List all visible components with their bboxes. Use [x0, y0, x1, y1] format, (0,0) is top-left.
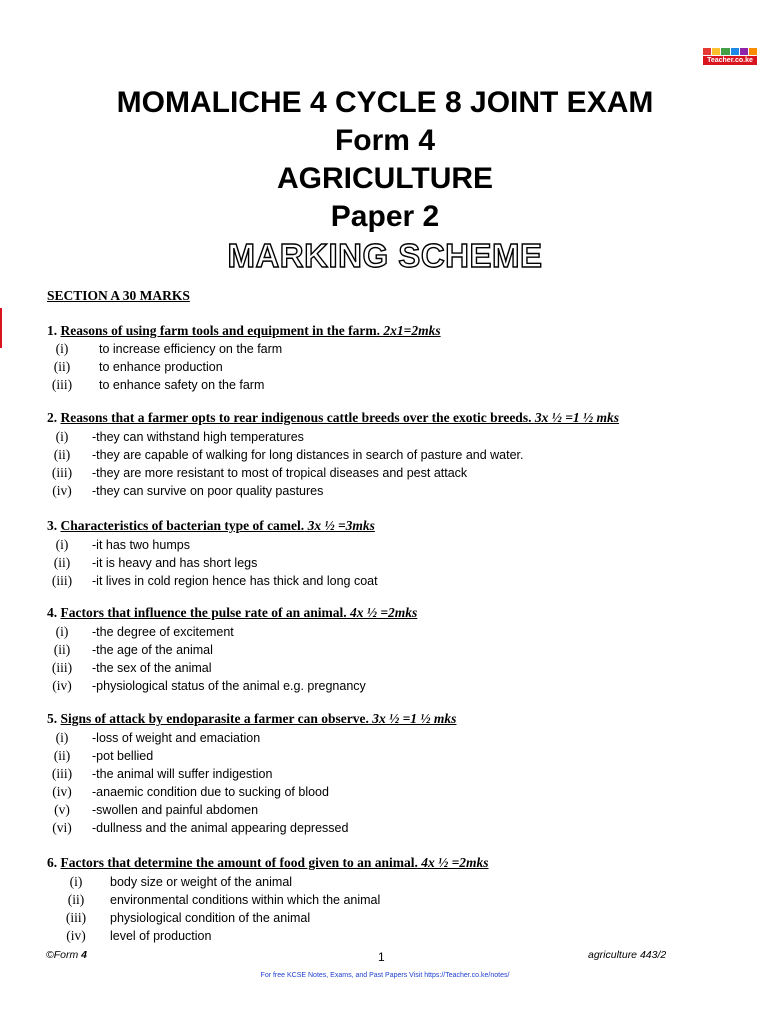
- question-1: [47, 323, 441, 339]
- item-text: -dullness and the animal appearing depressed: [92, 821, 349, 835]
- question-6: [47, 855, 489, 871]
- item-number: (i): [55, 429, 69, 444]
- item-number: (iii): [51, 573, 73, 588]
- item-text: -it lives in cold region hence has thick and long coat: [92, 574, 378, 588]
- question-4: [47, 605, 417, 621]
- logo-brand-text: Teacher.co.ke: [703, 56, 757, 65]
- question-number: 4.: [47, 605, 61, 620]
- item-text: -loss of weight and emaciation: [92, 731, 261, 745]
- item-text: -swollen and painful abdomen: [92, 803, 259, 817]
- question-text: Reasons of using farm tools and equipment in the farm.: [60, 323, 381, 338]
- item-text: -they are capable of walking for long distances in search of pasture and water.: [92, 448, 524, 462]
- item-text: body size or weight of the animal: [110, 875, 293, 889]
- question-text: Factors that influence the pulse rate of an animal.: [60, 605, 347, 620]
- item-number: (iv): [52, 784, 72, 799]
- item-text: -the degree of excitement: [92, 625, 234, 639]
- item-text: -the age of the animal: [92, 643, 213, 657]
- question-number: 1.: [47, 323, 61, 338]
- item-text: to increase efficiency on the farm: [99, 342, 283, 356]
- item-text: level of production: [110, 929, 212, 943]
- item-number: (vi): [52, 820, 72, 835]
- item-text: -the sex of the animal: [92, 661, 212, 675]
- question-marks: 3x ½ =3mks: [307, 518, 375, 533]
- logo-block: [712, 48, 720, 55]
- question-marks: 2x1=2mks: [383, 323, 441, 338]
- item-number: (v): [54, 802, 70, 817]
- question-text: Characteristics of bacterian type of camel.: [60, 518, 305, 533]
- item-text: -they can withstand high temperatures: [92, 430, 304, 444]
- item-number: (iii): [51, 465, 73, 480]
- footer-form-prefix: ©Form: [46, 949, 82, 961]
- logo-block: [703, 48, 711, 55]
- item-text: -they can survive on poor quality pastures: [92, 484, 324, 498]
- logo-color-blocks: [703, 48, 757, 55]
- question-number: 6.: [47, 855, 61, 870]
- exam-title: MOMALICHE 4 CYCLE 8 JOINT EXAM: [116, 86, 654, 119]
- question-text: Factors that determine the amount of food given to an animal.: [60, 855, 418, 870]
- item-number: (i): [69, 874, 83, 889]
- item-text: environmental conditions within which the animal: [110, 893, 381, 907]
- footer-form: [46, 949, 87, 961]
- item-text: -anaemic condition due to sucking of blood: [92, 785, 329, 799]
- item-number: (ii): [67, 892, 85, 907]
- item-number: (i): [55, 730, 69, 745]
- item-number: (iii): [65, 910, 87, 925]
- item-number: (iv): [66, 928, 86, 943]
- item-text: -pot bellied: [92, 749, 154, 763]
- teacher-logo[interactable]: [703, 48, 757, 66]
- question-number: 5.: [47, 711, 61, 726]
- item-number: (ii): [53, 359, 71, 374]
- question-marks: 4x ½ =2mks: [421, 855, 489, 870]
- item-text: to enhance production: [99, 360, 223, 374]
- item-number: (ii): [53, 748, 71, 763]
- item-number: (ii): [53, 447, 71, 462]
- footer-website-link[interactable]: For free KCSE Notes, Exams, and Past Papers Visit https://Teacher.co.ke/notes/: [260, 972, 510, 979]
- item-text: -it has two humps: [92, 538, 190, 552]
- form-title: Form 4: [334, 124, 436, 157]
- edge-marker: [0, 308, 2, 348]
- paper-title: Paper 2: [330, 200, 440, 233]
- item-number: (ii): [53, 555, 71, 570]
- item-text: to enhance safety on the farm: [99, 378, 265, 392]
- footer-form-number: 4: [81, 949, 87, 961]
- title-block: [0, 84, 770, 276]
- logo-block: [740, 48, 748, 55]
- question-text: Signs of attack by endoparasite a farmer can observe.: [60, 711, 369, 726]
- subject-title: AGRICULTURE: [276, 162, 494, 195]
- item-number: (iv): [52, 483, 72, 498]
- logo-block: [731, 48, 739, 55]
- item-number: (ii): [53, 642, 71, 657]
- question-number: 3.: [47, 518, 61, 533]
- section-heading: SECTION A 30 MARKS: [47, 288, 190, 303]
- item-number: (iii): [51, 377, 73, 392]
- question-marks: 3x ½ =1 ½ mks: [534, 410, 620, 425]
- logo-block: [721, 48, 729, 55]
- item-text: -it is heavy and has short legs: [92, 556, 258, 570]
- question-number: 2.: [47, 410, 61, 425]
- page-number: 1: [378, 950, 385, 964]
- item-text: -the animal will suffer indigestion: [92, 767, 273, 781]
- question-marks: 3x ½ =1 ½ mks: [372, 711, 457, 726]
- question-3: [47, 518, 375, 534]
- question-text: Reasons that a farmer opts to rear indigenous cattle breeds over the exotic breeds.: [60, 410, 532, 425]
- item-number: (iii): [51, 660, 73, 675]
- logo-block: [749, 48, 757, 55]
- item-text: -they are more resistant to most of tropical diseases and pest attack: [92, 466, 468, 480]
- item-number: (iii): [51, 766, 73, 781]
- footer-paper-code: agriculture 443/2: [588, 949, 667, 961]
- item-text: -physiological status of the animal e.g. pregnancy: [92, 679, 366, 693]
- marking-scheme-title: MARKING SCHEME: [227, 237, 543, 274]
- item-number: (i): [55, 537, 69, 552]
- item-text: physiological condition of the animal: [110, 911, 311, 925]
- item-number: (iv): [52, 678, 72, 693]
- item-number: (i): [55, 341, 69, 356]
- question-5: [47, 711, 456, 727]
- question-2: [47, 410, 619, 426]
- item-number: (i): [55, 624, 69, 639]
- question-marks: 4x ½ =2mks: [349, 605, 418, 620]
